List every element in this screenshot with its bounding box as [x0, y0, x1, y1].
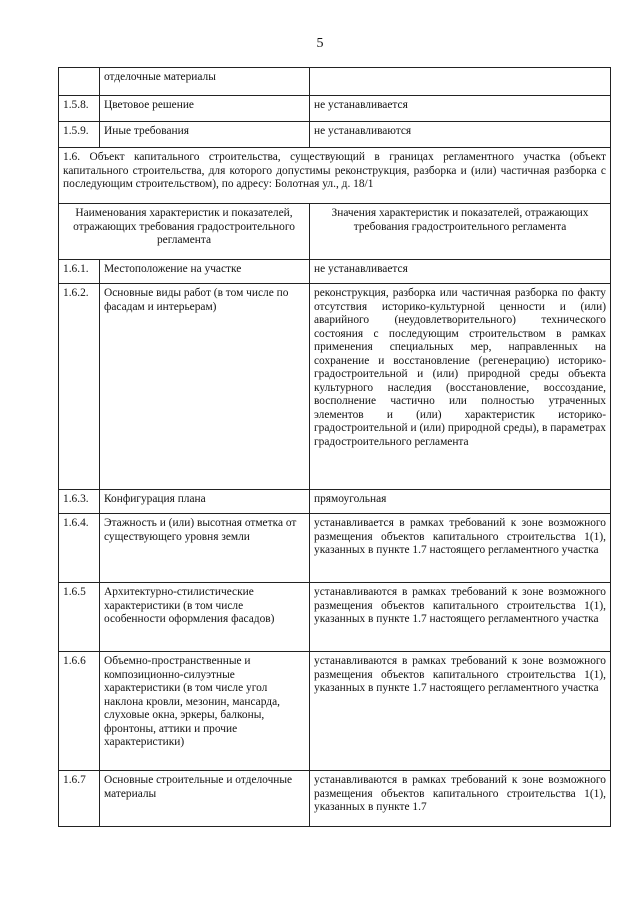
- table-row: [59, 583, 611, 652]
- row-number-cell: 1.5.9.: [59, 122, 100, 148]
- table-row: [59, 284, 611, 490]
- section-heading: 1.6. Объект капитального строительства, существующий в границах регламентного участка (объект капитального строительства, для которого допустимы реконструкция, разборка и (или) частичная разборка с последующим строительством), по адресу: Болотная ул., д. 18/1: [59, 148, 611, 204]
- row-number-cell: 1.6.5: [59, 583, 100, 652]
- row-name-cell: Объемно-пространственные и композиционно-силуэтные характеристики (в том числе угол наклона кровли, мезонин, мансарда, слуховые окна, эркеры, балконы, фронтоны, аттики и прочие характеристики): [100, 652, 310, 771]
- row-name-cell: Этажность и (или) высотная отметка от существующего уровня земли: [100, 514, 310, 583]
- row-number-cell: 1.5.8.: [59, 96, 100, 122]
- row-value-cell: устанавливается в рамках требований к зоне возможного размещения объектов капитального строительства 1(1), указанных в пункте 1.7 настоящего регламентного участка: [310, 514, 611, 583]
- section-heading-row: [59, 148, 611, 204]
- table-row: [59, 514, 611, 583]
- row-name-cell: Основные виды работ (в том числе по фасадам и интерьерам): [100, 284, 310, 490]
- row-value-cell: прямоугольная: [310, 490, 611, 514]
- column-header-characteristics: Наименования характеристик и показателей, отражающих требования градостроительного регламента: [59, 204, 310, 260]
- row-name-cell: Цветовое решение: [100, 96, 310, 122]
- row-value-cell: не устанавливается: [310, 96, 611, 122]
- row-name-cell: Иные требования: [100, 122, 310, 148]
- row-name-cell: Основные строительные и отделочные материалы: [100, 771, 310, 827]
- table-row: [59, 490, 611, 514]
- table-row: [59, 260, 611, 284]
- row-number-cell: 1.6.1.: [59, 260, 100, 284]
- table-row: [59, 652, 611, 771]
- row-value-cell: [310, 68, 611, 96]
- row-value-cell: устанавливаются в рамках требований к зоне возможного размещения объектов капитального строительства 1(1), указанных в пункте 1.7: [310, 771, 611, 827]
- row-value-cell: не устанавливается: [310, 260, 611, 284]
- table-row: [59, 68, 611, 96]
- table-row: [59, 122, 611, 148]
- table-header-row: [59, 204, 611, 260]
- row-name-cell: Конфигурация плана: [100, 490, 310, 514]
- table-row: [59, 96, 611, 122]
- row-number-cell: [59, 68, 100, 96]
- row-name-cell: Архитектурно-стилистические характеристики (в том числе особенности оформления фасадов): [100, 583, 310, 652]
- row-number-cell: 1.6.4.: [59, 514, 100, 583]
- row-value-cell: устанавливаются в рамках требований к зоне возможного размещения объектов капитального строительства 1(1), указанных в пункте 1.7 настоящего регламентного участка: [310, 652, 611, 771]
- page-number: 5: [316, 36, 324, 51]
- regulation-table: [58, 67, 611, 827]
- row-value-cell: не устанавливаются: [310, 122, 611, 148]
- row-value-cell: реконструкция, разборка или частичная разборка по факту отсутствия историко-культурной ценности и (или) аварийного (неудовлетворительного) технического состояния с последующим строительством в рамках применения специальных мер, направленных на сохранение и восстановление (регенерацию) историко-градостроительной и (или) природной среды объекта культурного наследия (восстановление, воссоздание, восполнение частично или полностью утраченных элементов и (или) характеристик историко-градостроительной и (или) природной среды), в параметрах градостроительного регламента: [310, 284, 611, 490]
- row-name-cell: отделочные материалы: [100, 68, 310, 96]
- row-number-cell: 1.6.3.: [59, 490, 100, 514]
- row-number-cell: 1.6.6: [59, 652, 100, 771]
- row-name-cell: Местоположение на участке: [100, 260, 310, 284]
- column-header-values: Значения характеристик и показателей, отражающих требования градостроительного регламента: [310, 204, 611, 260]
- table-row: [59, 771, 611, 827]
- row-number-cell: 1.6.7: [59, 771, 100, 827]
- row-value-cell: устанавливаются в рамках требований к зоне возможного размещения объектов капитального строительства 1(1), указанных в пункте 1.7 настоящего регламентного участка: [310, 583, 611, 652]
- row-number-cell: 1.6.2.: [59, 284, 100, 490]
